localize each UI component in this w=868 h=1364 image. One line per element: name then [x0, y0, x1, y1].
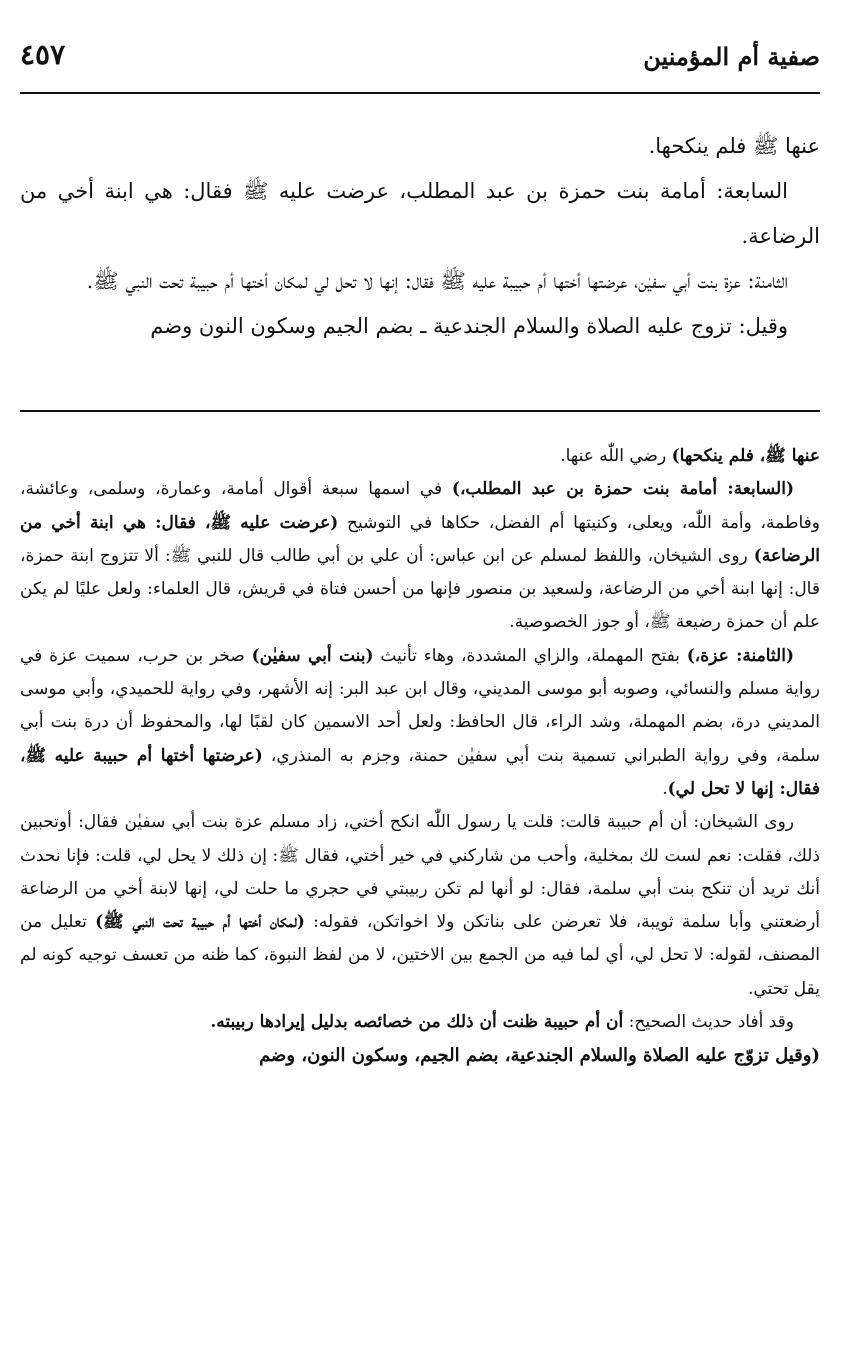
quoted-matn: (عرضتها أختها أم حبيبة عليه ﷺ، فقال: إنها لا تحل لي): [20, 745, 820, 799]
commentary-paragraph: [20, 1006, 820, 1039]
main-text: [20, 124, 820, 349]
matn-paragraph: الثامنة: عزة بنت أبي سفيٰن، عرضتها أختها أم حبيبة عليه ﷺ فقال: إنها لا تحل لي لمكان أختها أم حبيبة تحت النبي ﷺ.: [86, 269, 788, 293]
header-rule: [20, 92, 820, 94]
quoted-matn: (بنت أبي سفيٰن): [251, 645, 374, 666]
commentary-segment: روى الشيخان، واللفظ لمسلم عن ابن عباس: أن علي بن أبي طالب قال للنبي ﷺ: ألا تتزوج ابنة حمزة، قال: إنها ابنة أخي من الرضاعة، ولسعيد بن منصور فإنها من أحسن فتاة في قريش، قال العلماء: ولعل عليًا لم يكن علم أن حمزة رضيعة ﷺ، أو جوز الخصوصية.: [20, 545, 820, 633]
commentary-segment: تعليل من المصنف، لقوله: لا تحل لي، أي لما فيه من الجمع بين الاختين، لا من لفظ النبوة، كما ظنه من تعسف توجيه كونه لم يقل تحتي.: [20, 912, 820, 999]
quoted-matn: (وقيل تزوّج عليه الصلاة والسلام الجندعية، بضم الجيم، وسكون النون، وضم: [259, 1045, 820, 1067]
commentary-segment: بفتح المهملة، والزاي المشددة، وهاء تأنيث: [373, 645, 687, 666]
commentary-segment: .: [662, 778, 668, 799]
commentary-paragraph: [20, 640, 820, 806]
section-divider: [20, 410, 820, 412]
quoted-matn: عنها ﷺ، فلم ينكحها): [671, 446, 820, 466]
commentary-paragraph: [20, 440, 820, 473]
commentary-segment: روى الشيخان: أن أم حبيبة قالت: قلت يا رسول اللّٰه انكح أختي، زاد مسلم عزة بنت أبي سفيٰن فقال: أوتحبين ذلك، فقلت: نعم لست لك بمخلية، وأحب من شاركني في خير أختي، فقال ﷺ: إن ذلك لا يحل لي، قلت: فإنا نحدث أنك تريد أن تنكح بنت أبي سلمة، فقال: لو أنها لم تكن ربيبتي في حجري ما حلت لي، إنها لابنة أخي من الرضاعة أرضعتني وأبا سلمة ثويبة، فلا تعرضن على بناتكن ولا اخواتكن، فقوله:: [20, 812, 821, 933]
page-number: ٤٥٧: [20, 38, 66, 71]
commentary-paragraph: [20, 806, 820, 1006]
matn-paragraph: وقيل: تزوج عليه الصلاة والسلام الجندعية ـ بضم الجيم وسكون النون وضم: [150, 314, 788, 338]
quoted-matn: (لمكان أختها أم حبيبة تحت النبي ﷺ): [95, 912, 305, 933]
quoted-matn: (الثامنة: عزة،): [686, 645, 794, 666]
commentary-segment: رضي اللّٰه عنها.: [560, 446, 672, 466]
commentary-paragraph: [20, 1039, 820, 1072]
chapter-title: صفية أم المؤمنين: [643, 42, 820, 71]
matn-paragraph: السابعة: أمامة بنت حمزة بن عبد المطلب، عرضت عليه ﷺ فقال: هي ابنة أخي من الرضاعة.: [20, 179, 820, 248]
running-header: [20, 36, 820, 80]
quoted-matn: (عرضت عليه ﷺ، فقال: هي ابنة أخي من الرضاعة): [20, 512, 820, 566]
highlighted-statement: أن أم حبيبة ظنت أن ذلك من خصائصه بدليل إيرادها ربيبته.: [210, 1012, 624, 1033]
commentary-segment: صخر بن حرب، سميت عزة في رواية مسلم والنسائي، وصوبه أبو موسى المديني، وقال ابن عبد البر: إنه الأشهر، وفي رواية للحميدي، وأبي موسى المديني درة، بضم المهملة، وشد الراء، قال الحافظ: ولعل أحد الاسمين كان لقبًا لها، والمحفوظ أن درة بنت أبي سلمة، وفي رواية الطبراني تسمية بنت أبي سفيٰن حمنة، وجزم به المنذري،: [20, 645, 821, 766]
commentary-text: [20, 440, 820, 1073]
commentary-segment: في اسمها سبعة أقوال أمامة، وعمارة، وسلمى، وعائشة، وفاطمة، وأمة اللّٰه، ويعلى، وكنيتها أم الفضل، حكاها في التوشيح: [20, 479, 820, 533]
commentary-paragraph: [20, 473, 820, 639]
commentary-segment: وقد أفاد حديث الصحيح:: [623, 1012, 794, 1033]
quoted-matn: (السابعة: أمامة بنت حمزة بن عبد المطلب،): [451, 479, 794, 500]
matn-paragraph: عنها ﷺ فلم ينكحها.: [648, 134, 820, 158]
